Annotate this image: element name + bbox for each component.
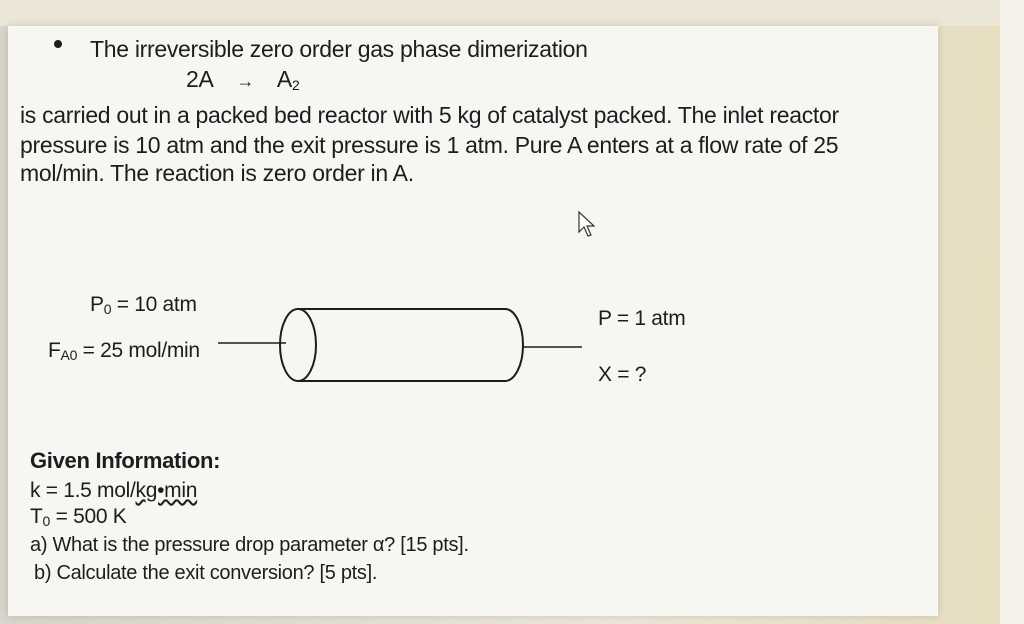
given-heading: Given Information: <box>30 448 221 473</box>
reactor-inlet-end <box>280 309 316 381</box>
reactor-outlet-end <box>505 309 523 381</box>
reaction-product: A <box>276 66 292 92</box>
exit-pressure-label: P = 1 atm <box>598 307 686 330</box>
reaction-reactant: 2A <box>186 66 213 92</box>
rate-constant: k = 1.5 mol/kg•min <box>30 479 198 502</box>
arrow-icon: → <box>236 71 255 91</box>
problem-line-2: pressure is 10 atm and the exit pressure is 1 atm. Pure A enters at a flow rate of 25 <box>20 132 839 158</box>
problem-line-3: mol/min. The reaction is zero order in A. <box>20 160 414 186</box>
problem-line-1: is carried out in a packed bed reactor with 5 kg of catalyst packed. The inlet reactor <box>20 102 839 128</box>
problem-intro: The irreversible zero order gas phase dimerization <box>90 36 588 62</box>
exit-conversion-label: X = ? <box>598 363 647 386</box>
inlet-flow-label: $F_{A0} = 25$ mol/min <box>48 339 200 363</box>
question-b: b) Calculate the exit conversion? [5 pts]. <box>34 562 378 584</box>
inlet-temperature: $T_0 = 500$ K <box>30 505 127 529</box>
inlet-pressure-label: $P_0 = 10$ atm <box>90 293 197 317</box>
reaction-product-subscript: 2 <box>291 77 300 93</box>
question-a: a) What is the pressure drop parameter α? [15 pts]. <box>30 534 469 556</box>
